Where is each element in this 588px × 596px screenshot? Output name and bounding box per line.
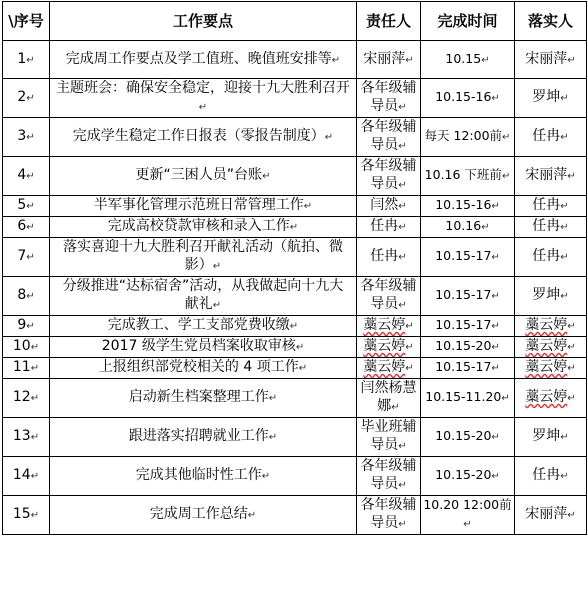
row-no: [3, 79, 50, 118]
row-time-text: 10.15-16: [435, 197, 492, 212]
paragraph-mark-icon: ↵: [298, 363, 308, 374]
row-no: [3, 238, 50, 277]
row-implementer: [515, 316, 587, 337]
header-no: \序号: [3, 2, 50, 41]
table-row: [3, 496, 587, 535]
row-owner-text: 任冉: [370, 248, 399, 264]
row-no-text: 9: [17, 317, 27, 333]
row-implementer-text: 任冉: [532, 197, 561, 213]
row-owner-text: 藁云婷: [363, 317, 406, 333]
paragraph-mark-icon: ↵: [398, 480, 407, 491]
row-owner-text: 各年级辅导员: [360, 119, 417, 153]
row-implementer: [515, 217, 587, 238]
row-time: [421, 418, 515, 457]
paragraph-mark-icon: ↵: [289, 321, 299, 332]
paragraph-mark-icon: ↵: [491, 471, 500, 482]
row-owner: [357, 277, 421, 316]
paragraph-mark-icon: ↵: [560, 222, 569, 233]
paragraph-mark-icon: ↵: [398, 300, 407, 311]
paragraph-mark-icon: ↵: [501, 393, 510, 404]
paragraph-mark-icon: ↵: [26, 54, 35, 66]
table-row: [3, 418, 587, 457]
row-implementer-text: 任冉: [532, 218, 561, 234]
table-row: [3, 157, 587, 196]
row-time: [421, 79, 515, 118]
paragraph-mark-icon: ↵: [30, 432, 40, 443]
row-task-text: 更新“三困人员”台账: [135, 167, 263, 183]
table-row: [3, 277, 587, 316]
row-task: [50, 79, 357, 118]
paragraph-mark-icon: ↵: [405, 363, 414, 374]
row-time: [421, 316, 515, 337]
row-owner-text: 毕业班辅导员: [360, 419, 417, 453]
paragraph-mark-icon: ↵: [491, 93, 500, 104]
paragraph-mark-icon: ↵: [491, 432, 500, 443]
paragraph-mark-icon: ↵: [212, 300, 222, 311]
row-implementer: [515, 379, 587, 418]
paragraph-mark-icon: ↵: [398, 222, 407, 233]
row-no: [3, 316, 50, 337]
paragraph-mark-icon: ↵: [261, 471, 271, 482]
paragraph-mark-icon: ↵: [398, 180, 407, 191]
paragraph-mark-icon: ↵: [26, 171, 35, 182]
row-time-text: 10.15-11.20: [425, 389, 502, 404]
paragraph-mark-icon: ↵: [324, 132, 334, 143]
row-time-text: 10.16: [445, 218, 482, 233]
paragraph-mark-icon: ↵: [567, 54, 576, 66]
row-no: [3, 418, 50, 457]
paragraph-mark-icon: ↵: [560, 291, 569, 302]
paragraph-mark-icon: ↵: [567, 171, 576, 182]
row-owner: [357, 316, 421, 337]
paragraph-mark-icon: ↵: [560, 432, 569, 443]
row-implementer-text: 罗坤: [532, 287, 561, 303]
paragraph-mark-icon: ↵: [268, 393, 278, 404]
row-no-text: 4: [17, 167, 27, 183]
table-row: [3, 118, 587, 157]
paragraph-mark-icon: ↵: [491, 201, 500, 212]
row-implementer: [515, 496, 587, 535]
paragraph-mark-icon: ↵: [30, 342, 40, 353]
row-time: [421, 379, 515, 418]
paragraph-mark-icon: ↵: [26, 132, 35, 143]
table-row: [3, 358, 587, 379]
header-time: 完成时间: [421, 2, 515, 41]
paragraph-mark-icon: ↵: [247, 510, 257, 521]
row-implementer: [515, 196, 587, 217]
paragraph-mark-icon: ↵: [30, 471, 40, 482]
row-time: [421, 157, 515, 196]
paragraph-mark-icon: ↵: [268, 432, 278, 443]
row-implementer: [515, 277, 587, 316]
row-owner-text: 各年级辅导员: [360, 158, 417, 192]
row-implementer-text: 宋丽萍: [525, 50, 568, 67]
paragraph-mark-icon: ↵: [567, 510, 576, 521]
row-no: [3, 277, 50, 316]
table-row: [3, 337, 587, 358]
row-owner: [357, 379, 421, 418]
table-row: [3, 196, 587, 217]
row-owner-text: 闫然杨慧娜: [360, 380, 417, 414]
paragraph-mark-icon: ↵: [295, 342, 305, 353]
row-implementer-text: 任冉: [532, 467, 561, 483]
row-time: [421, 358, 515, 379]
row-no: [3, 157, 50, 196]
row-owner: [357, 238, 421, 277]
row-implementer: [515, 157, 587, 196]
row-no-text: 1: [17, 50, 27, 67]
row-task: [50, 217, 357, 238]
table-row: [3, 316, 587, 337]
row-task: [50, 238, 357, 277]
row-task-text: 完成周工作总结: [149, 506, 248, 522]
paragraph-mark-icon: ↵: [398, 102, 407, 113]
row-time-text: 10.15-17: [435, 317, 492, 332]
row-implementer-text: 罗坤: [532, 428, 561, 444]
row-task: [50, 41, 357, 79]
row-time-text: 10.15-20: [435, 338, 492, 353]
row-owner: [357, 157, 421, 196]
row-owner: [357, 457, 421, 496]
row-no-text: 15: [12, 506, 31, 522]
row-task-text: 完成其他临时性工作: [135, 467, 262, 483]
row-no: [3, 196, 50, 217]
paragraph-mark-icon: ↵: [398, 201, 407, 212]
row-owner-text: 各年级辅导员: [360, 497, 417, 531]
table-row: [3, 79, 587, 118]
table-header-row: [3, 2, 587, 41]
row-owner-text: 闫然: [370, 197, 399, 213]
row-implementer: [515, 41, 587, 79]
paragraph-mark-icon: ↵: [560, 201, 569, 212]
row-task-text: 分级推进“达标宿舍”活动，从我做起向十九大献礼: [62, 278, 344, 312]
row-no: [3, 41, 50, 79]
paragraph-mark-icon: ↵: [26, 201, 35, 212]
row-implementer-text: 罗坤: [532, 89, 561, 105]
paragraph-mark-icon: ↵: [26, 252, 35, 263]
row-task-text: 完成周工作要点及学工值班、晚值班安排等: [65, 50, 332, 67]
row-implementer: [515, 418, 587, 457]
row-owner: [357, 79, 421, 118]
paragraph-mark-icon: ↵: [560, 471, 569, 482]
row-implementer: [515, 118, 587, 157]
row-owner: [357, 358, 421, 379]
row-time: [421, 496, 515, 535]
paragraph-mark-icon: ↵: [491, 291, 500, 302]
row-time-text: 10.15-17: [435, 359, 492, 374]
row-no: [3, 358, 50, 379]
row-time: [421, 118, 515, 157]
row-time: [421, 238, 515, 277]
header-owner: 责任人: [357, 2, 421, 41]
row-task: [50, 379, 357, 418]
paragraph-mark-icon: ↵: [405, 54, 414, 66]
row-implementer: [515, 358, 587, 379]
row-no-text: 12: [12, 389, 31, 405]
paragraph-mark-icon: ↵: [567, 342, 576, 353]
row-task: [50, 457, 357, 496]
row-no: [3, 457, 50, 496]
paragraph-mark-icon: ↵: [405, 321, 414, 332]
row-time: [421, 457, 515, 496]
row-implementer-text: 任冉: [532, 248, 561, 264]
row-time-text: 10.15-17: [435, 248, 492, 263]
row-implementer-text: 藁云婷: [525, 389, 568, 405]
paragraph-mark-icon: ↵: [481, 54, 490, 66]
paragraph-mark-icon: ↵: [405, 342, 414, 353]
row-time: [421, 41, 515, 79]
row-task: [50, 337, 357, 358]
row-time-text: 10.15-16: [435, 89, 492, 104]
paragraph-mark-icon: ↵: [26, 93, 35, 104]
paragraph-mark-icon: ↵: [481, 222, 490, 233]
table-row: [3, 238, 587, 277]
paragraph-mark-icon: ↵: [30, 510, 40, 521]
row-owner-text: 藁云婷: [363, 359, 406, 375]
row-no-text: 13: [12, 428, 31, 444]
row-implementer-text: 藁云婷: [525, 317, 568, 333]
row-task: [50, 358, 357, 379]
row-owner: [357, 337, 421, 358]
row-time-text: 10.16 下班前: [424, 167, 502, 182]
table-row: [3, 457, 587, 496]
paragraph-mark-icon: ↵: [560, 252, 569, 263]
row-task-text: 落实喜迎十九大胜利召开献礼活动（航拍、微影）: [63, 239, 343, 273]
row-task: [50, 496, 357, 535]
row-implementer-text: 任冉: [532, 128, 561, 144]
row-time-text: 每天 12:00前: [424, 128, 503, 143]
paragraph-mark-icon: ↵: [398, 141, 407, 152]
table-row: [3, 217, 587, 238]
paragraph-mark-icon: ↵: [491, 363, 500, 374]
paragraph-mark-icon: ↵: [30, 363, 40, 374]
paragraph-mark-icon: ↵: [198, 102, 208, 113]
paragraph-mark-icon: ↵: [491, 252, 500, 263]
row-no-text: 5: [17, 197, 27, 213]
row-time-text: 10.15-20: [435, 428, 492, 443]
row-owner: [357, 196, 421, 217]
paragraph-mark-icon: ↵: [567, 393, 576, 404]
row-time-text: 10.20 12:00前: [423, 497, 512, 512]
paragraph-mark-icon: ↵: [391, 402, 400, 413]
row-task: [50, 118, 357, 157]
paragraph-mark-icon: ↵: [331, 54, 341, 66]
paragraph-mark-icon: ↵: [303, 201, 313, 212]
row-no-text: 10: [12, 338, 31, 354]
row-owner-text: 藁云婷: [363, 338, 406, 354]
row-no: [3, 337, 50, 358]
paragraph-mark-icon: ↵: [212, 261, 222, 272]
row-no: [3, 118, 50, 157]
row-task-text: 完成高校贷款审核和录入工作: [107, 218, 290, 234]
row-owner: [357, 496, 421, 535]
paragraph-mark-icon: ↵: [289, 222, 299, 233]
row-no: [3, 217, 50, 238]
header-implementer: 落实人: [515, 2, 587, 41]
row-no-text: 14: [12, 467, 31, 483]
row-implementer: [515, 337, 587, 358]
row-task-text: 上报组织部党校相关的 4 项工作: [98, 359, 299, 375]
table-row: [3, 41, 587, 79]
row-task: [50, 196, 357, 217]
work-plan-table: [2, 1, 587, 535]
row-task-text: 完成学生稳定工作日报表（零报告制度）: [72, 128, 325, 144]
row-implementer-text: 宋丽萍: [525, 167, 568, 183]
row-owner: [357, 41, 421, 79]
row-owner-text: 各年级辅导员: [360, 80, 417, 114]
table-body: [3, 41, 587, 535]
row-no-text: 6: [17, 218, 27, 234]
row-time: [421, 196, 515, 217]
row-time-text: 10.15-17: [435, 287, 492, 302]
paragraph-mark-icon: ↵: [398, 252, 407, 263]
row-owner: [357, 217, 421, 238]
row-no: [3, 496, 50, 535]
row-task-text: 2017 级学生党员档案收取审核: [101, 338, 296, 354]
paragraph-mark-icon: ↵: [560, 132, 569, 143]
paragraph-mark-icon: ↵: [501, 171, 511, 182]
row-task: [50, 277, 357, 316]
paragraph-mark-icon: ↵: [502, 132, 511, 143]
row-task: [50, 418, 357, 457]
paragraph-mark-icon: ↵: [491, 321, 500, 332]
row-owner-text: 任冉: [370, 218, 399, 234]
paragraph-mark-icon: ↵: [26, 321, 35, 332]
row-task-text: 半军事化管理示范班日常管理工作: [93, 197, 304, 213]
paragraph-mark-icon: ↵: [26, 222, 35, 233]
paragraph-mark-icon: ↵: [491, 342, 500, 353]
row-no-text: 2: [17, 89, 27, 105]
row-implementer-text: 宋丽萍: [525, 506, 568, 522]
row-owner: [357, 418, 421, 457]
row-task-text: 启动新生档案整理工作: [128, 389, 269, 405]
row-time: [421, 337, 515, 358]
row-no: [3, 379, 50, 418]
header-task: 工作要点: [50, 2, 357, 41]
row-owner-text: 宋丽萍: [363, 50, 406, 67]
paragraph-mark-icon: ↵: [560, 93, 569, 104]
paragraph-mark-icon: ↵: [398, 441, 407, 452]
paragraph-mark-icon: ↵: [463, 519, 472, 530]
row-task: [50, 316, 357, 337]
row-time-text: 10.15-20: [435, 467, 492, 482]
row-no-text: 11: [12, 359, 31, 375]
row-implementer: [515, 79, 587, 118]
row-no-text: 7: [17, 248, 27, 264]
row-task: [50, 157, 357, 196]
row-task-text: 跟进落实招聘就业工作: [128, 428, 269, 444]
row-implementer-text: 藁云婷: [525, 338, 568, 354]
row-no-text: 8: [17, 287, 27, 303]
row-no-text: 3: [17, 128, 27, 144]
row-time-text: 10.15: [445, 50, 482, 66]
paragraph-mark-icon: ↵: [26, 291, 35, 302]
paragraph-mark-icon: ↵: [262, 171, 271, 182]
row-owner-text: 各年级辅导员: [360, 278, 417, 312]
paragraph-mark-icon: ↵: [398, 519, 407, 530]
row-owner: [357, 118, 421, 157]
row-implementer-text: 藁云婷: [525, 359, 568, 375]
row-implementer: [515, 238, 587, 277]
row-time: [421, 277, 515, 316]
row-time: [421, 217, 515, 238]
row-task-text: 完成教工、学工支部党费收缴: [107, 317, 290, 333]
row-task-text: 主题班会：确保安全稳定，迎接十九大胜利召开: [56, 80, 350, 96]
paragraph-mark-icon: ↵: [30, 393, 40, 404]
paragraph-mark-icon: ↵: [567, 363, 576, 374]
row-implementer: [515, 457, 587, 496]
paragraph-mark-icon: ↵: [567, 321, 576, 332]
table-row: [3, 379, 587, 418]
row-owner-text: 各年级辅导员: [360, 458, 417, 492]
